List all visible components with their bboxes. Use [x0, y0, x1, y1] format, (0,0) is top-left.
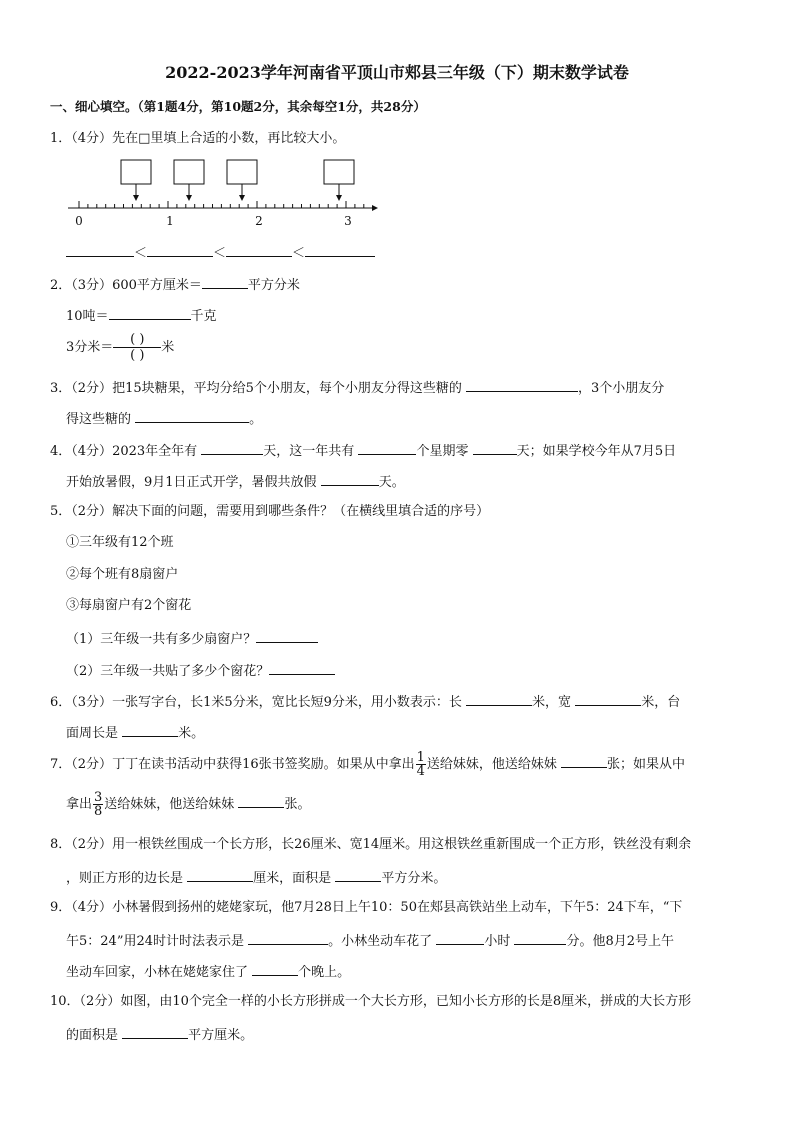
question-text: 平方分米	[247, 278, 300, 293]
number-line-ticks	[79, 201, 364, 208]
question-text: 千克	[190, 309, 217, 324]
answer-box-2	[174, 160, 204, 201]
question-number: 1．	[50, 131, 72, 146]
question-text: 米。	[178, 726, 205, 741]
question-number: 10．	[50, 994, 80, 1009]
tick-label-3: 3	[344, 214, 352, 228]
question-text: 的面积是	[66, 1028, 119, 1043]
question-number: 2．	[50, 278, 72, 293]
answer-blank[interactable]	[202, 274, 248, 289]
condition-3: ③每扇窗户有2个窗花	[66, 598, 192, 613]
question-6-cont	[66, 722, 204, 743]
answer-blank[interactable]	[248, 930, 328, 945]
condition-1: ①三年级有12个班	[66, 535, 174, 550]
question-text: 米，台	[641, 695, 681, 710]
fraction	[93, 791, 103, 818]
question-text: 2023年全年有	[112, 444, 198, 459]
answer-blank[interactable]	[256, 628, 318, 643]
fraction-numerator: 3	[94, 790, 103, 805]
question-2-b	[66, 305, 217, 326]
question-number: 3．	[50, 381, 72, 396]
answer-blank[interactable]	[321, 471, 379, 486]
answer-box-1	[121, 160, 151, 201]
fraction	[416, 751, 426, 778]
question-text: 天；如果学校今年从7月5日	[516, 444, 677, 459]
tick-label-1: 1	[166, 214, 174, 228]
question-9-cont2	[66, 961, 350, 982]
question-number: 4．	[50, 444, 72, 459]
answer-blank[interactable]	[561, 753, 607, 768]
question-text: 分。他8月2号上午	[566, 934, 675, 949]
question-8-cont	[66, 867, 446, 888]
question-score: （2分）	[71, 381, 113, 396]
question-text: 平方厘米。	[188, 1028, 254, 1043]
fraction-denominator: 8	[94, 804, 103, 819]
question-text: 小林暑假到扬州的姥姥家玩，他7月28日上午10：50在郏县高铁站坐上动车，下午5：24下车，“下	[112, 900, 683, 915]
answer-blank[interactable]	[575, 691, 641, 706]
section-heading: 一、细心填空。（第1题4分，第10题2分，其余每空1分，共28分）	[50, 99, 426, 114]
question-text: 3分米＝	[66, 340, 114, 355]
fraction-numerator: 1	[416, 750, 425, 765]
question-text: （1）三年级一共有多少扇窗户？	[66, 632, 257, 647]
question-text: （2）三年级一共贴了多少个窗花？	[66, 664, 270, 679]
question-text: 解决下面的问题，需要用到哪些条件？（在横线里填合适的序号）	[112, 504, 490, 519]
question-6	[50, 691, 680, 712]
question-text: 小时	[484, 934, 511, 949]
question-text: 厘米，面积是	[253, 871, 332, 886]
question-7	[50, 748, 685, 782]
question-text: 个晚上。	[298, 965, 351, 980]
answer-blank[interactable]	[252, 961, 298, 976]
question-text: 个星期零	[416, 444, 469, 459]
question-5	[50, 503, 489, 521]
question-score: （2分）	[71, 837, 113, 852]
question-text: 10吨＝	[66, 309, 109, 324]
question-score: （4分）	[71, 444, 113, 459]
number-line-figure	[60, 155, 390, 235]
question-text: 米	[161, 340, 175, 355]
fraction-numerator: ( )	[113, 332, 161, 348]
answer-blank[interactable]	[122, 722, 178, 737]
question-text: 午5：24”用24时计时法表示是	[66, 934, 245, 949]
answer-blank[interactable]	[269, 660, 335, 675]
question-score: （2分）	[71, 757, 113, 772]
question-9	[50, 899, 682, 917]
question-number: 8．	[50, 837, 72, 852]
tick-label-0: 0	[75, 214, 83, 228]
question-text: 送给妹妹，他送给妹妹	[426, 757, 557, 772]
question-text: 张；如果从中	[607, 757, 686, 772]
question-number: 5．	[50, 504, 72, 519]
question-10	[50, 993, 691, 1011]
answer-blank[interactable]	[466, 377, 578, 392]
less-than-sign: ＜	[134, 246, 148, 261]
page-title: 2022-2023学年河南省平顶山市郏县三年级（下）期末数学试卷	[165, 63, 629, 82]
answer-blank[interactable]	[147, 242, 213, 257]
answer-blank[interactable]	[305, 242, 375, 257]
question-3-cont	[66, 408, 262, 429]
question-7-cont	[66, 788, 310, 822]
axis-arrow-icon	[372, 205, 378, 211]
question-number: 9．	[50, 900, 72, 915]
question-number: 7．	[50, 757, 72, 772]
question-text: 送给妹妹，他送给妹妹	[104, 797, 235, 812]
question-text: 开始放暑假，9月1日正式开学，暑假共放假	[66, 475, 317, 490]
answer-blank[interactable]	[201, 440, 263, 455]
question-text: 米，宽	[532, 695, 572, 710]
answer-blank[interactable]	[514, 930, 566, 945]
question-text: ，则正方形的边长是	[66, 871, 184, 886]
answer-box-3	[227, 160, 257, 201]
question-text: 丁丁在读书活动中获得16张书签奖励。如果从中拿出	[112, 757, 415, 772]
fraction-denominator: ( )	[130, 348, 145, 363]
condition-2: ②每个班有8扇窗户	[66, 567, 179, 582]
comparison-row	[66, 242, 375, 263]
answer-blank[interactable]	[135, 408, 249, 423]
less-than-sign: ＜	[213, 246, 227, 261]
question-text: 得这些糖的	[66, 412, 132, 427]
question-9-cont	[66, 930, 674, 951]
less-than-sign: ＜	[292, 246, 306, 261]
answer-box-4	[324, 160, 354, 201]
question-10-cont	[66, 1024, 253, 1045]
answer-blank[interactable]	[187, 867, 253, 882]
question-2	[50, 274, 300, 295]
question-text: 一张写字台，长1米5分米，宽比长短9分米，用小数表示：长	[112, 695, 462, 710]
answer-blank[interactable]	[358, 440, 416, 455]
question-text: 天，这一年共有	[263, 444, 355, 459]
question-8	[50, 836, 691, 854]
answer-blank[interactable]	[66, 242, 134, 257]
question-text: 拿出	[66, 797, 93, 812]
question-text: 如图，由10个完全一样的小长方形拼成一个大长方形，已知小长方形的长是8厘米，拼成的大长方形	[120, 994, 692, 1009]
sub-question-2	[66, 660, 335, 681]
question-text: 。	[249, 412, 263, 427]
question-text: 600平方厘米＝	[112, 278, 202, 293]
question-text: 张。	[284, 797, 311, 812]
question-text: 把15块糖果，平均分给5个小朋友，每个小朋友分得这些糖的	[112, 381, 462, 396]
question-text: 。小林坐动车花了	[328, 934, 433, 949]
question-text: 先在□里填上合适的小数，再比较大小。	[112, 131, 346, 146]
answer-blank[interactable]	[473, 440, 517, 455]
question-4	[50, 440, 676, 461]
answer-blank[interactable]	[335, 867, 381, 882]
answer-blank[interactable]	[436, 930, 484, 945]
question-score: （3分）	[71, 695, 113, 710]
question-4-cont	[66, 471, 405, 492]
fraction-denominator: 4	[416, 764, 425, 779]
answer-blank[interactable]	[466, 691, 532, 706]
answer-blank[interactable]	[109, 305, 191, 320]
question-text: ，3个小朋友分	[578, 381, 665, 396]
question-text: 天。	[378, 475, 405, 490]
question-score: （2分）	[79, 994, 121, 1009]
question-score: （4分）	[71, 900, 113, 915]
question-1	[50, 130, 345, 148]
answer-blank[interactable]	[226, 242, 292, 257]
tick-label-2: 2	[255, 214, 263, 228]
sub-question-1	[66, 628, 318, 649]
question-text: 面周长是	[66, 726, 119, 741]
fraction-answer[interactable]	[113, 332, 161, 363]
question-text: 用一根铁丝围成一个长方形，长26厘米、宽14厘米。用这根铁丝重新围成一个正方形，铁丝没有剩余	[112, 837, 692, 852]
question-score: （2分）	[71, 504, 113, 519]
question-score: （4分）	[71, 131, 113, 146]
answer-blank[interactable]	[122, 1024, 188, 1039]
question-text: 坐动车回家，小林在姥姥家住了	[66, 965, 249, 980]
question-2-c	[66, 331, 174, 365]
question-text: 平方分米。	[381, 871, 447, 886]
question-3	[50, 377, 664, 398]
answer-blank[interactable]	[238, 793, 284, 808]
question-number: 6．	[50, 695, 72, 710]
question-score: （3分）	[71, 278, 113, 293]
